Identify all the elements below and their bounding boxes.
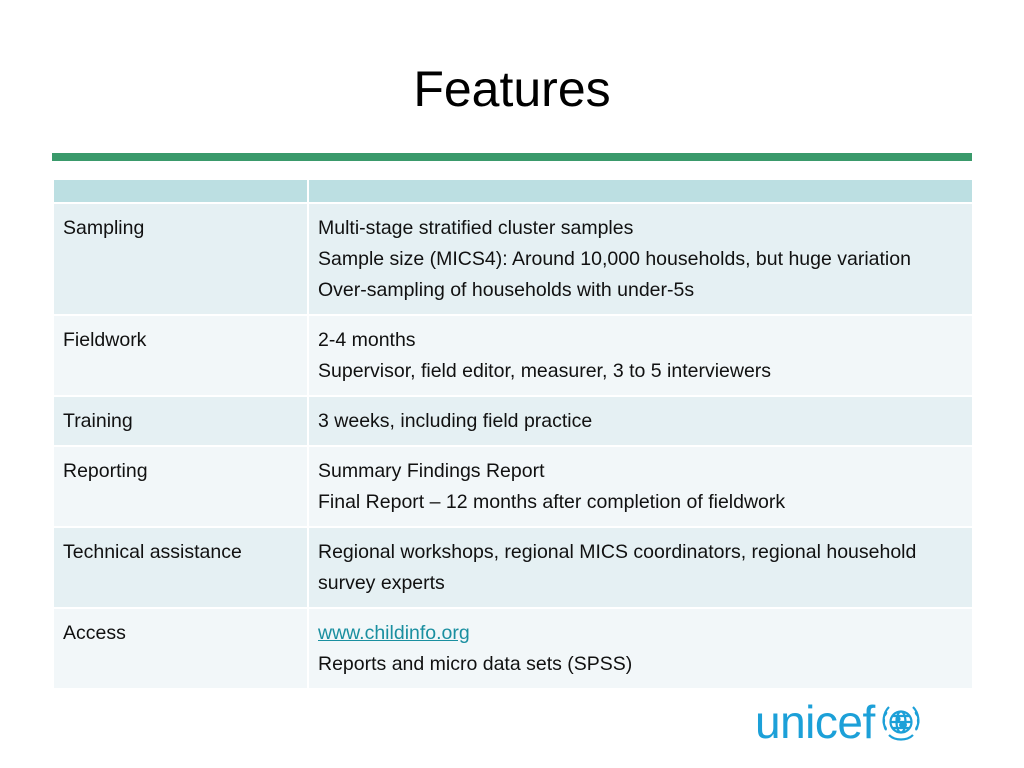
header-cell-label — [53, 179, 308, 203]
detail-line: Multi-stage stratified cluster samples — [318, 217, 634, 239]
row-details — [308, 203, 973, 315]
unicef-emblem-icon — [877, 698, 925, 746]
detail-line: Regional workshops, regional MICS coordinators, regional household survey experts — [318, 541, 917, 594]
detail-line: Reports and micro data sets (SPSS) — [318, 653, 633, 675]
detail-line: Sample size (MICS4): Around 10,000 households, but huge variation — [318, 248, 911, 270]
row-details — [308, 446, 973, 527]
table-row — [53, 527, 973, 608]
detail-line: Final Report – 12 months after completion of fieldwork — [318, 491, 786, 513]
row-details — [308, 315, 973, 396]
unicef-logo — [755, 694, 977, 750]
table-row — [53, 446, 973, 527]
row-label: Technical assistance — [53, 527, 308, 608]
title-divider — [52, 153, 972, 161]
detail-line: 3 weeks, including field practice — [318, 410, 593, 432]
features-table — [52, 178, 974, 690]
table-row — [53, 315, 973, 396]
table-row — [53, 396, 973, 446]
table-row — [53, 608, 973, 689]
detail-line: Summary Findings Report — [318, 460, 545, 482]
table-header-row — [53, 179, 973, 203]
header-cell-details — [308, 179, 973, 203]
row-label: Training — [53, 396, 308, 446]
row-details — [308, 527, 973, 608]
logo-wordmark: unicef — [755, 696, 875, 748]
row-label: Fieldwork — [53, 315, 308, 396]
row-label: Access — [53, 608, 308, 689]
detail-line: 2-4 months — [318, 329, 416, 351]
detail-line: Over-sampling of households with under-5s — [318, 279, 695, 301]
row-label: Sampling — [53, 203, 308, 315]
row-label: Reporting — [53, 446, 308, 527]
row-details — [308, 396, 973, 446]
table-row — [53, 203, 973, 315]
childinfo-link[interactable]: www.childinfo.org — [318, 622, 470, 644]
detail-line: Supervisor, field editor, measurer, 3 to 5 interviewers — [318, 360, 772, 382]
row-details — [308, 608, 973, 689]
slide-title: Features — [413, 61, 611, 117]
